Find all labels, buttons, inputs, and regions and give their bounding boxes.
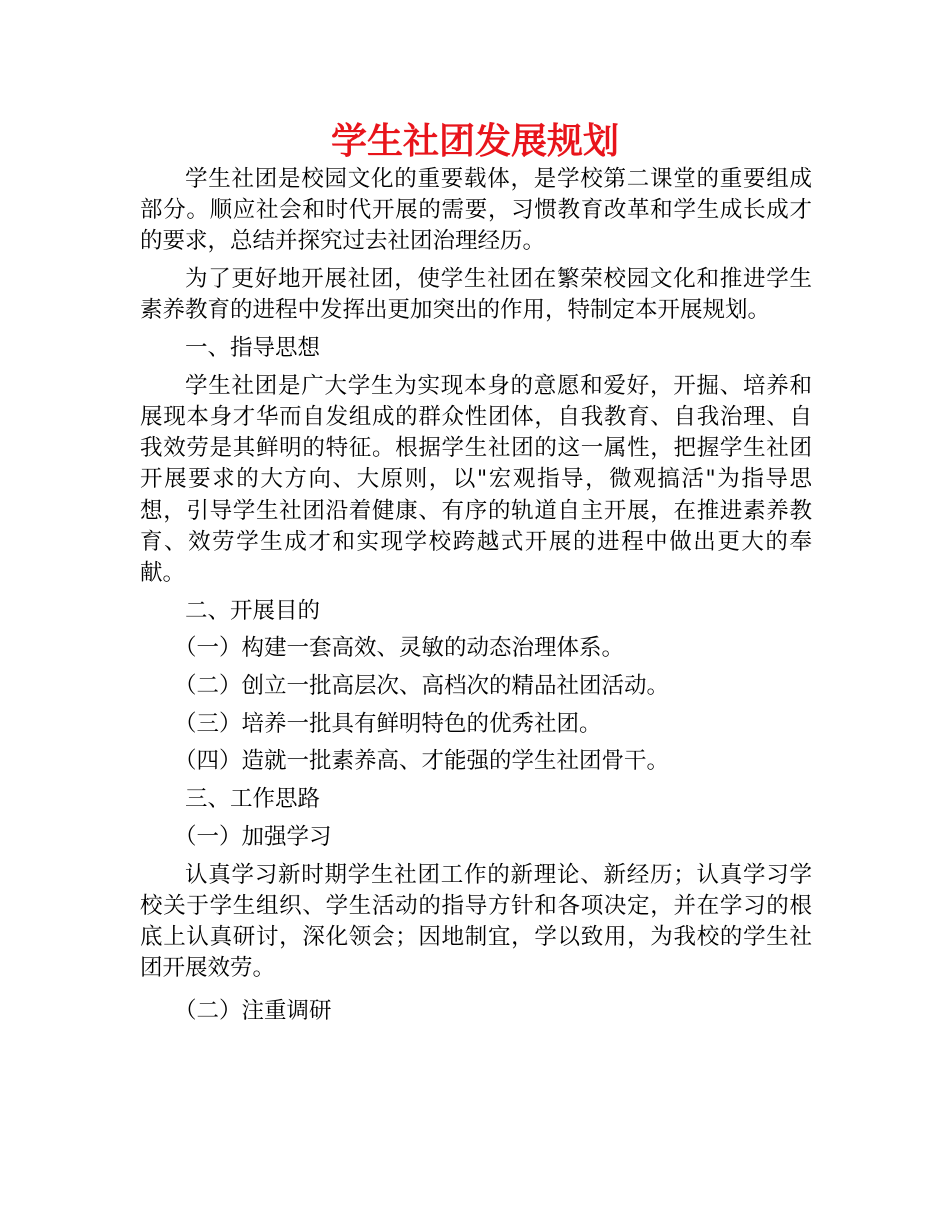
goal-item-1: （一）构建一套高效、灵敏的动态治理体系。 [174, 635, 625, 662]
goal-item-4: （四）造就一批素养高、才能强的学生社团骨干。 [174, 748, 670, 775]
guiding-ideology-paragraph: 学生社团是广大学生为实现本身的意愿和爱好，开掘、培养和展现本身才华而自发组成的群众性团体，自我教育、自我治理、自我效劳是其鲜明的特征。根据学生社团的这一属性，把握学生社团开展要求的大方向、大原则，以"宏观指导，微观搞活"为指导思想，引导学生社团沿着健康、有序的轨道自主开展，在推进素养教育、效劳学生成才和实现学校跨越式开展的进程中做出更大的奉献。 [140, 372, 812, 586]
strengthen-learning-paragraph: 认真学习新时期学生社团工作的新理论、新经历；认真学习学校关于学生组织、学生活动的指导方针和各项决定，并在学习的根底上认真研讨，深化领会；因地制宜，学以致用，为我校的学生社团开展效劳。 [140, 861, 812, 982]
purpose-paragraph: 为了更好地开展社团，使学生社团在繁荣校园文化和推进学生素养教育的进程中发挥出更加突出的作用，特制定本开展规划。 [140, 266, 812, 324]
goal-item-2: （二）创立一批高层次、高档次的精品社团活动。 [174, 673, 670, 700]
intro-paragraph: 学生社团是校园文化的重要载体，是学校第二课堂的重要组成部分。顺应社会和时代开展的需要，习惯教育改革和学生成长成才的要求，总结并探究过去社团治理经历。 [140, 166, 812, 255]
document-body [140, 164, 812, 1028]
document-title: 学生社团发展规划 [330, 121, 619, 162]
section-heading-guiding-ideology: 一、指导思想 [185, 335, 321, 362]
section-heading-goals: 二、开展目的 [185, 597, 321, 624]
section-heading-work-approach: 三、工作思路 [185, 786, 321, 813]
goal-item-3: （三）培养一批具有鲜明特色的优秀社团。 [174, 710, 602, 737]
subsection-heading-strengthen-learning: （一）加强学习 [174, 823, 332, 850]
subsection-heading-research: （二）注重调研 [174, 998, 332, 1025]
